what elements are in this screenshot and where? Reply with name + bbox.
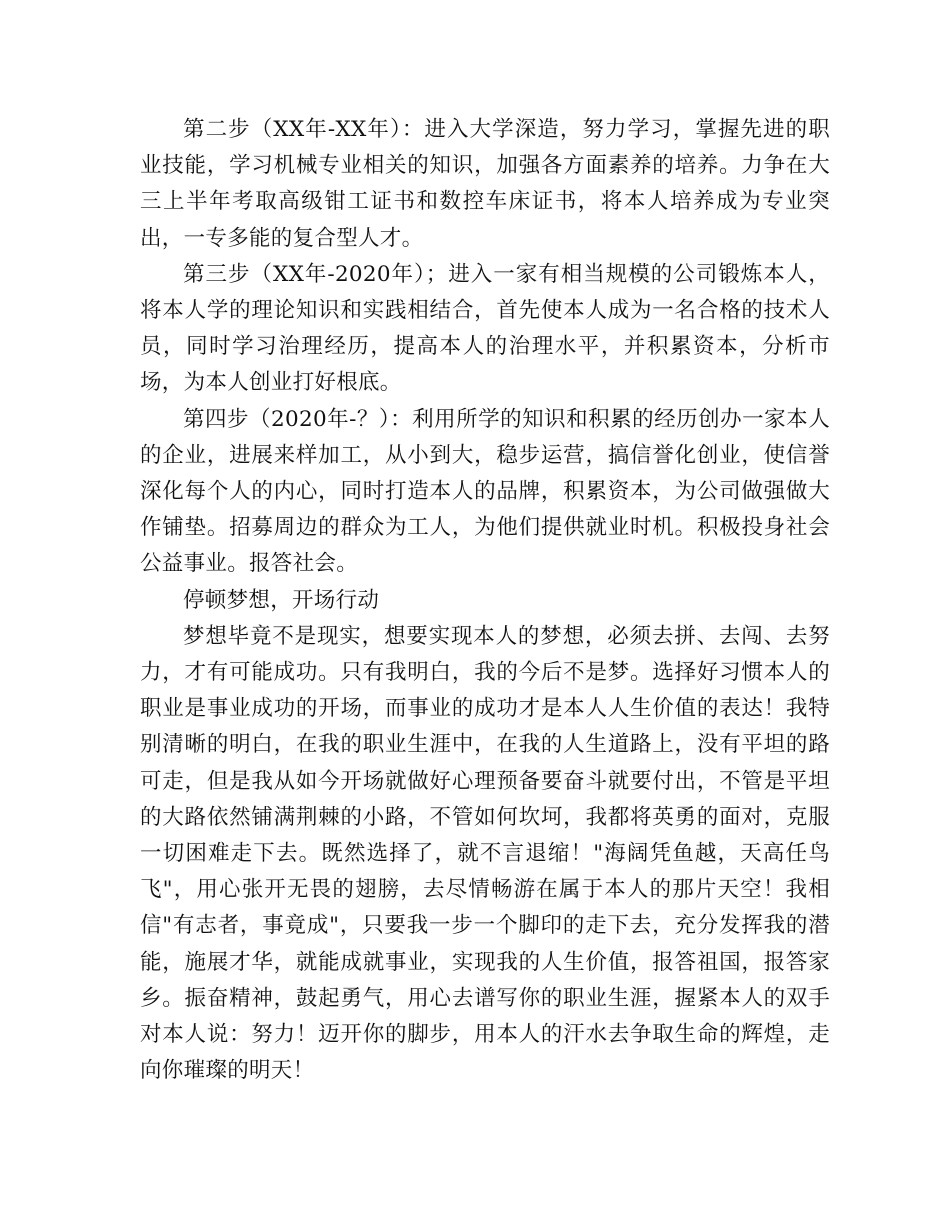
document-body <box>140 112 830 1089</box>
paragraph-conclusion: 梦想毕竟不是现实，想要实现本人的梦想，必须去拼、去闯、去努力，才有可能成功。只有我明白，我的今后不是梦。选择好习惯本人的职业是事业成功的开场，而事业的成功才是本人人生价值的表达！我特别清晰的明白，在我的职业生涯中，在我的人生道路上，没有平坦的路可走，但是我从如今开场就做好心理预备要奋斗就要付出，不管是平坦的大路依然铺满荆棘的小路，不管如何坎坷，我都将英勇的面对，克服一切困难走下去。既然选择了，就不言退缩！"海阔凭鱼越，天高任鸟飞"，用心张开无畏的翅膀，去尽情畅游在属于本人的那片天空！我相信"有志者，事竟成"，只要我一步一个脚印的走下去，充分发挥我的潜能，施展才华，就能成就事业，实现我的人生价值，报答祖国，报答家乡。振奋精神，鼓起勇气，用心去谱写你的职业生涯，握紧本人的双手对本人说：努力！迈开你的脚步，用本人的汗水去争取生命的辉煌，走向你璀璨的明天！ <box>140 623 830 1084</box>
paragraph-step-two: 第二步（XX年-XX年）：进入大学深造，努力学习，掌握先进的职业技能，学习机械专业相关的知识，加强各方面素养的培养。力争在大三上半年考取高级钳工证书和数控车床证书，将本人培养成为专业突出，一专多能的复合型人才。 <box>140 117 830 251</box>
section-heading: 停顿梦想，开场行动 <box>183 587 380 613</box>
paragraph-step-four: 第四步（2020年-？）：利用所学的知识和积累的经历创办一家本人的企业，进展来样加工，从小到大，稳步运营，搞信誉化创业，使信誉深化每个人的内心，同时打造本人的品牌，积累资本，为公司做强做大作铺垫。招募周边的群众为工人，为他们提供就业时机。积极投身社会公益事业。报答社会。 <box>140 406 830 577</box>
paragraph-step-three: 第三步（XX年-2020年）；进入一家有相当规模的公司锻炼本人，将本人学的理论知识和实践相结合，首先使本人成为一名合格的技术人员，同时学习治理经历，提高本人的治理水平，并积累资本，分析市场，为本人创业打好根底。 <box>140 261 830 396</box>
